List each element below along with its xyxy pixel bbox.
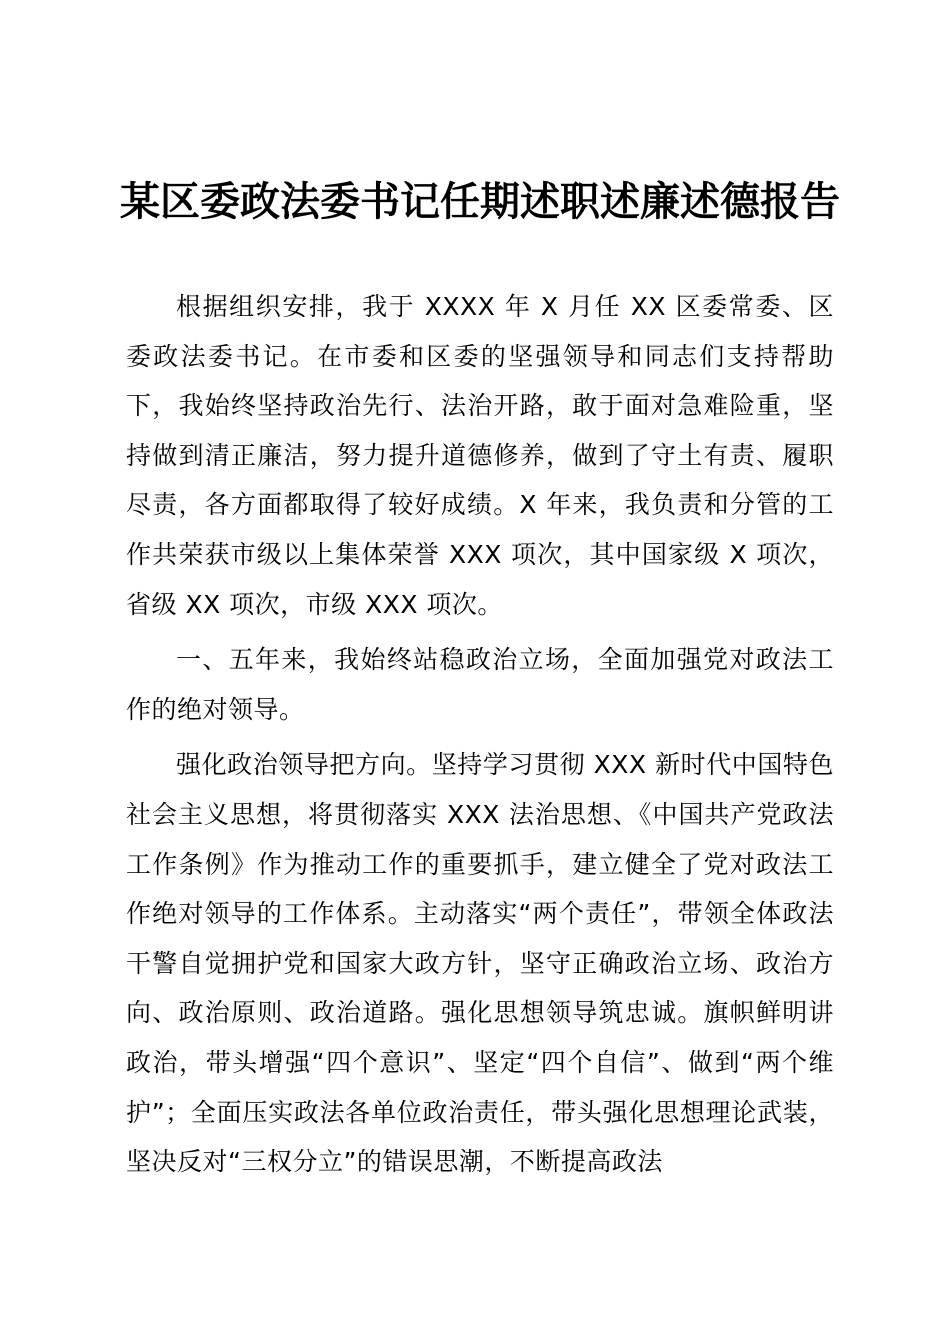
paragraph-political-leadership: 强化政治领导把方向。坚持学习贯彻 XXX 新时代中国特色社会主义思想，将贯彻落实 XXX 法治思想、《中国共产党政法工作条例》作为推动工作的重要抓手，建立健全了党对政法工作绝对领导的工作体系。主动落实“两个责任”，带领全体政法干警自觉拥护党和国家大政方针，坚守正确政治立场、政治方向、政治原则、政治道路。强化思想领导筑忠诚。旗帜鲜明讲政治，带头增强“四个意识”、坚定“四个自信”、做到“两个维护”；全面压实政法各单位政治责任，带头强化思想理论武装，坚决反对“三权分立”的错误思潮，不断提高政法: [126, 750, 834, 1177]
document-body: [126, 282, 834, 1187]
document-title: 某区委政法委书记任期述职述廉述德报告: [120, 178, 840, 225]
section-heading-1: 一、五年来，我始终站稳政治立场，全面加强党对政法工作的绝对领导。: [126, 645, 834, 724]
paragraph-intro: 根据组织安排，我于 XXXX 年 X 月任 XX 区委常委、区委政法委书记。在市委和区委的坚强领导和同志们支持帮助下，我始终坚持政治先行、法治开路，敢于面对急难险重，坚持做到清正廉洁，努力提升道德修养，做到了守土有责、履职尽责，各方面都取得了较好成绩。X 年来，我负责和分管的工作共荣获市级以上集体荣誉 XXX 项次，其中国家级 X 项次，省级 XX 项次，市级 XXX 项次。: [126, 292, 834, 619]
